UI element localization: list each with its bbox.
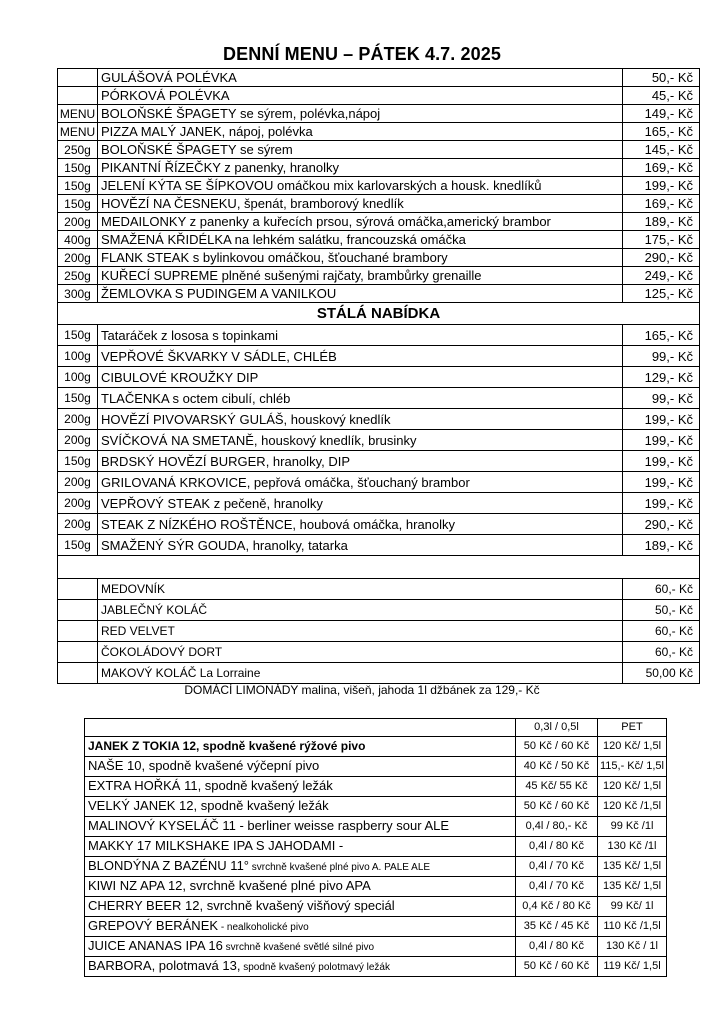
dish-weight: 300g — [58, 285, 98, 303]
dish-price: 99,- Kč — [623, 346, 700, 367]
dish-name — [98, 267, 623, 285]
dish-main: KUŘECÍ SUPREME — [101, 267, 219, 283]
dish-price: 165,- Kč — [623, 325, 700, 346]
beer-glass-price: 45 Kč/ 55 Kč — [516, 777, 598, 797]
dish-detail: plněné sušenými rajčaty, brambůrky grenaille — [218, 267, 482, 283]
dessert-weight — [58, 600, 98, 621]
dish-name — [98, 535, 623, 556]
dish-name — [98, 249, 623, 267]
menu-row — [58, 388, 700, 409]
menu-row — [58, 177, 700, 195]
dish-name — [98, 177, 623, 195]
dessert-price: 50,00 Kč — [623, 663, 700, 684]
menu-row — [58, 123, 700, 141]
dish-main: SVÍČKOVÁ NA SMETANĚ — [101, 432, 254, 448]
dish-detail: z pečeně, hranolky — [210, 495, 323, 511]
beer-glass-price: 0,4l / 80,- Kč — [516, 817, 598, 837]
dish-price: 199,- Kč — [623, 177, 700, 195]
dish-price: 199,- Kč — [623, 493, 700, 514]
beer-glass-price: 0,4l / 70 Kč — [516, 877, 598, 897]
dish-weight: 200g — [58, 514, 98, 535]
dish-weight: 200g — [58, 472, 98, 493]
beer-title: CHERRY BEER 12, svrchně kvašený višňový speciál — [88, 898, 395, 913]
dish-name — [98, 87, 623, 105]
dessert-weight — [58, 663, 98, 684]
dessert-row — [58, 621, 700, 642]
beer-detail: svrchně kvašené plné pivo A. PALE ALE — [249, 862, 431, 873]
beer-glass-price: 40 Kč / 50 Kč — [516, 757, 598, 777]
dish-main: PIZZA MALÝ JANEK — [101, 123, 222, 139]
dish-price: 125,- Kč — [623, 285, 700, 303]
menu-row — [58, 267, 700, 285]
dish-detail: , hranolky, DIP — [265, 453, 350, 469]
dish-weight: 200g — [58, 430, 98, 451]
dish-price: 149,- Kč — [623, 105, 700, 123]
beer-row — [85, 797, 667, 817]
dessert-row — [58, 579, 700, 600]
dish-price: 50,- Kč — [623, 69, 700, 87]
dish-name — [98, 69, 623, 87]
dish-weight: 200g — [58, 249, 98, 267]
beer-pet-price: 135 Kč/ 1,5l — [598, 877, 667, 897]
beer-pet-price: 135 Kč/ 1,5l — [598, 857, 667, 877]
dish-name — [98, 141, 623, 159]
dish-name — [98, 346, 623, 367]
beer-name — [85, 957, 516, 977]
dish-name — [98, 367, 623, 388]
dish-main: HOVĚZÍ PIVOVARSKÝ GULÁŠ — [101, 411, 284, 427]
menu-row — [58, 87, 700, 105]
dish-name — [98, 195, 623, 213]
dish-name — [98, 325, 623, 346]
dish-price: 165,- Kč — [623, 123, 700, 141]
beer-name — [85, 777, 516, 797]
dish-main: VEPŘOVÉ ŠKVARKY V SÁDLE, CHLÉB — [101, 348, 337, 364]
dish-detail: z panenky, hranolky — [220, 159, 339, 175]
menu-row — [58, 346, 700, 367]
beer-detail: - nealkoholické pivo — [218, 922, 309, 933]
dish-price: 145,- Kč — [623, 141, 700, 159]
dish-detail: , hranolky, tatarka — [245, 537, 348, 553]
beer-row — [85, 877, 667, 897]
beer-title: JUICE ANANAS IPA 16 — [88, 938, 223, 953]
page-title: DENNÍ MENU – PÁTEK 4.7. 2025 — [223, 44, 501, 64]
dessert-price: 60,- Kč — [623, 579, 700, 600]
dish-main: TLAČENKA — [101, 390, 169, 406]
menu-row — [58, 409, 700, 430]
beer-title: BARBORA, polotmavá 13, — [88, 958, 241, 973]
dish-price: 290,- Kč — [623, 249, 700, 267]
dish-name — [98, 285, 623, 303]
beer-title: MAKKY 17 MILKSHAKE IPA S JAHODAMI - — [88, 838, 344, 853]
dish-price: 199,- Kč — [623, 472, 700, 493]
dessert-name: RED VELVET — [98, 621, 623, 642]
dish-weight: 100g — [58, 346, 98, 367]
dish-detail: s octem cibulí, chléb — [168, 390, 291, 406]
beer-pet-price: 115,- Kč/ 1,5l — [598, 757, 667, 777]
menu-row — [58, 535, 700, 556]
menu-row — [58, 325, 700, 346]
menu-row — [58, 213, 700, 231]
beer-glass-price: 0,4l / 80 Kč — [516, 937, 598, 957]
beer-row — [85, 737, 667, 757]
dish-price: 199,- Kč — [623, 430, 700, 451]
dish-weight: MENU — [58, 123, 98, 141]
menu-row — [58, 285, 700, 303]
beer-glass-price: 50 Kč / 60 Kč — [516, 737, 598, 757]
beer-pet-price: 130 Kč /1l — [598, 837, 667, 857]
dish-price: 189,- Kč — [623, 213, 700, 231]
menu-row — [58, 105, 700, 123]
dish-main: BOLOŇSKÉ ŠPAGETY — [101, 141, 237, 157]
dish-detail: , pepřová omáčka, šťouchaný brambor — [246, 474, 470, 490]
dish-price: 290,- Kč — [623, 514, 700, 535]
beer-name — [85, 857, 516, 877]
dish-price: 169,- Kč — [623, 159, 700, 177]
beer-glass-price: 50 Kč / 60 Kč — [516, 957, 598, 977]
menu-row — [58, 493, 700, 514]
dish-weight: 200g — [58, 213, 98, 231]
dessert-weight — [58, 621, 98, 642]
beer-header-row — [85, 719, 667, 737]
dish-main: GULÁŠOVÁ POLÉVKA — [101, 69, 237, 85]
beer-pet-price: 119 Kč/ 1,5l — [598, 957, 667, 977]
dish-name — [98, 451, 623, 472]
menu-row — [58, 195, 700, 213]
dish-name — [98, 159, 623, 177]
dish-detail: omáčkou mix karlovarských a housk. knedlíků — [273, 177, 542, 193]
menu-table — [57, 68, 700, 684]
beer-glass-price: 0,4 Kč / 80 Kč — [516, 897, 598, 917]
beer-title: GREPOVÝ BERÁNEK — [88, 918, 219, 933]
dessert-row — [58, 600, 700, 621]
dish-price: 199,- Kč — [623, 451, 700, 472]
dish-name — [98, 472, 623, 493]
dish-weight: 100g — [58, 367, 98, 388]
beer-row — [85, 937, 667, 957]
dish-name — [98, 123, 623, 141]
dish-weight: 200g — [58, 493, 98, 514]
dish-price: 129,- Kč — [623, 367, 700, 388]
dish-main: ŽEMLOVKA S PUDINGEM A VANILKOU — [101, 285, 337, 301]
dish-detail: , houbová omáčka, hranolky — [292, 516, 456, 532]
blank-cell — [58, 556, 700, 579]
menu-row — [58, 367, 700, 388]
dessert-price: 60,- Kč — [623, 621, 700, 642]
beer-title: BLONDÝNA Z BAZÉNU 11° — [88, 858, 250, 873]
section-title: STÁLÁ NABÍDKA — [58, 303, 700, 325]
dish-name — [98, 388, 623, 409]
menu-row — [58, 141, 700, 159]
dish-price: 169,- Kč — [623, 195, 700, 213]
dish-detail: s bylinkovou omáčkou, šťouchané brambory — [189, 249, 448, 265]
beer-name — [85, 797, 516, 817]
beer-name — [85, 817, 516, 837]
dessert-weight — [58, 642, 98, 663]
beer-title: KIWI NZ APA 12, svrchně kvašené plné pivo APA — [88, 878, 371, 893]
beer-row — [85, 817, 667, 837]
beer-row — [85, 837, 667, 857]
beer-name — [85, 897, 516, 917]
beer-row — [85, 897, 667, 917]
dish-detail: , houskový knedlík, brusinky — [253, 432, 417, 448]
dish-main: MEDAILONKY — [101, 213, 187, 229]
dish-detail: se sýrem — [236, 141, 293, 157]
beer-name — [85, 737, 516, 757]
dish-weight: 150g — [58, 159, 98, 177]
beer-row — [85, 777, 667, 797]
beer-header-name — [85, 719, 516, 737]
dish-weight: 250g — [58, 267, 98, 285]
dish-detail: , špenát, bramborový knedlík — [236, 195, 404, 211]
dish-weight — [58, 69, 98, 87]
beer-pet-price: 130 Kč / 1l — [598, 937, 667, 957]
section-row — [58, 303, 700, 325]
dish-weight: 150g — [58, 177, 98, 195]
beer-name — [85, 757, 516, 777]
dish-detail: na lehkém salátku, francouzská omáčka — [231, 231, 466, 247]
beer-detail: spodně kvašený polotmavý ležák — [240, 962, 390, 973]
dish-main: FLANK STEAK — [101, 249, 190, 265]
beer-name — [85, 837, 516, 857]
dish-main: BRDSKÝ HOVĚZÍ BURGER — [101, 453, 266, 469]
dish-price: 199,- Kč — [623, 409, 700, 430]
beer-row — [85, 757, 667, 777]
dish-price: 175,- Kč — [623, 231, 700, 249]
dessert-name: JABLEČNÝ KOLÁČ — [98, 600, 623, 621]
beer-pet-price: 120 Kč/ 1,5l — [598, 777, 667, 797]
dish-weight: 150g — [58, 195, 98, 213]
dish-main: PÓRKOVÁ POLÉVKA — [101, 87, 230, 103]
dish-name — [98, 514, 623, 535]
dish-name — [98, 213, 623, 231]
dessert-row — [58, 663, 700, 684]
dish-main: BOLOŇSKÉ ŠPAGETY — [101, 105, 237, 121]
dessert-name: ČOKOLÁDOVÝ DORT — [98, 642, 623, 663]
menu-row — [58, 249, 700, 267]
menu-row — [58, 514, 700, 535]
blank-row — [58, 556, 700, 579]
dessert-name: MEDOVNÍK — [98, 579, 623, 600]
menu-row — [58, 159, 700, 177]
dish-weight: MENU — [58, 105, 98, 123]
dish-weight — [58, 87, 98, 105]
dish-main: CIBULOVÉ KROUŽKY DIP — [101, 369, 259, 385]
beer-glass-price: 0,4l / 70 Kč — [516, 857, 598, 877]
beer-name — [85, 937, 516, 957]
beer-title: NAŠE 10, spodně kvašené výčepní pivo — [88, 758, 320, 773]
beer-pet-price: 110 Kč /1,5l — [598, 917, 667, 937]
dish-main: PIKANTNÍ ŘÍZEČKY — [101, 159, 221, 175]
lemonade-note: DOMÁCÍ LIMONÁDY malina, višeň, jahoda 1l džbánek za 129,- Kč — [184, 683, 540, 697]
dish-weight: 150g — [58, 535, 98, 556]
beer-glass-price: 35 Kč / 45 Kč — [516, 917, 598, 937]
dish-detail: , nápoj, polévka — [221, 123, 313, 139]
dish-main: STEAK Z NÍZKÉHO ROŠTĚNCE — [101, 516, 293, 532]
dish-main: SMAŽENÝ SÝR GOUDA — [101, 537, 246, 553]
dish-main: Tataráček z lososa s topinkami — [101, 327, 279, 343]
dish-name — [98, 409, 623, 430]
dish-price: 45,- Kč — [623, 87, 700, 105]
menu-row — [58, 472, 700, 493]
dish-price: 249,- Kč — [623, 267, 700, 285]
beer-title: EXTRA HOŘKÁ 11, spodně kvašený ležák — [88, 778, 333, 793]
dish-detail: se sýrem, polévka,nápoj — [236, 105, 381, 121]
beer-detail: svrchně kvašené světlé silné pivo — [222, 942, 375, 953]
dish-main: HOVĚZÍ NA ČESNEKU — [101, 195, 237, 211]
dish-main: VEPŘOVÝ STEAK — [101, 495, 211, 511]
dessert-weight — [58, 579, 98, 600]
beer-pet-price: 99 Kč /1l — [598, 817, 667, 837]
dish-name — [98, 493, 623, 514]
beer-pet-price: 120 Kč /1,5l — [598, 797, 667, 817]
beer-name — [85, 917, 516, 937]
dessert-price: 50,- Kč — [623, 600, 700, 621]
dish-weight: 150g — [58, 325, 98, 346]
dish-main: JELENÍ KÝTA SE ŠÍPKOVOU — [101, 177, 274, 193]
dish-detail: z panenky a kuřecích prsou, sýrová omáčka,americký brambor — [186, 213, 551, 229]
menu-row — [58, 231, 700, 249]
beer-title: MALINOVÝ KYSELÁČ 11 - berliner weisse raspberry sour ALE — [88, 818, 450, 833]
dessert-price: 60,- Kč — [623, 642, 700, 663]
beer-pet-price: 120 Kč/ 1,5l — [598, 737, 667, 757]
menu-row — [58, 430, 700, 451]
beer-name — [85, 877, 516, 897]
dish-weight: 400g — [58, 231, 98, 249]
beer-pet-price: 99 Kč/ 1l — [598, 897, 667, 917]
beer-glass-price: 50 Kč / 60 Kč — [516, 797, 598, 817]
beer-row — [85, 857, 667, 877]
dish-weight: 250g — [58, 141, 98, 159]
dish-price: 99,- Kč — [623, 388, 700, 409]
beer-glass-price: 0,4l / 80 Kč — [516, 837, 598, 857]
dish-name — [98, 430, 623, 451]
dish-name — [98, 231, 623, 249]
dish-main: SMAŽENÁ KŘIDÉLKA — [101, 231, 232, 247]
beer-title: JANEK Z TOKIA 12, spodně kvašené rýžové pivo — [88, 739, 366, 753]
beer-header-pet: PET — [598, 719, 667, 737]
beer-row — [85, 917, 667, 937]
dish-name — [98, 105, 623, 123]
beer-row — [85, 957, 667, 977]
dish-weight: 150g — [58, 451, 98, 472]
dessert-name: MAKOVÝ KOLÁČ La Lorraine — [98, 663, 623, 684]
dish-weight: 200g — [58, 409, 98, 430]
beer-title: VELKÝ JANEK 12, spodně kvašený ležák — [88, 798, 329, 813]
beer-header-glass: 0,3l / 0,5l — [516, 719, 598, 737]
dessert-row — [58, 642, 700, 663]
menu-row — [58, 451, 700, 472]
dish-detail: , houskový knedlík — [283, 411, 391, 427]
menu-row — [58, 69, 700, 87]
dish-price: 189,- Kč — [623, 535, 700, 556]
dish-weight: 150g — [58, 388, 98, 409]
beer-table — [84, 718, 667, 977]
dish-main: GRILOVANÁ KRKOVICE — [101, 474, 247, 490]
